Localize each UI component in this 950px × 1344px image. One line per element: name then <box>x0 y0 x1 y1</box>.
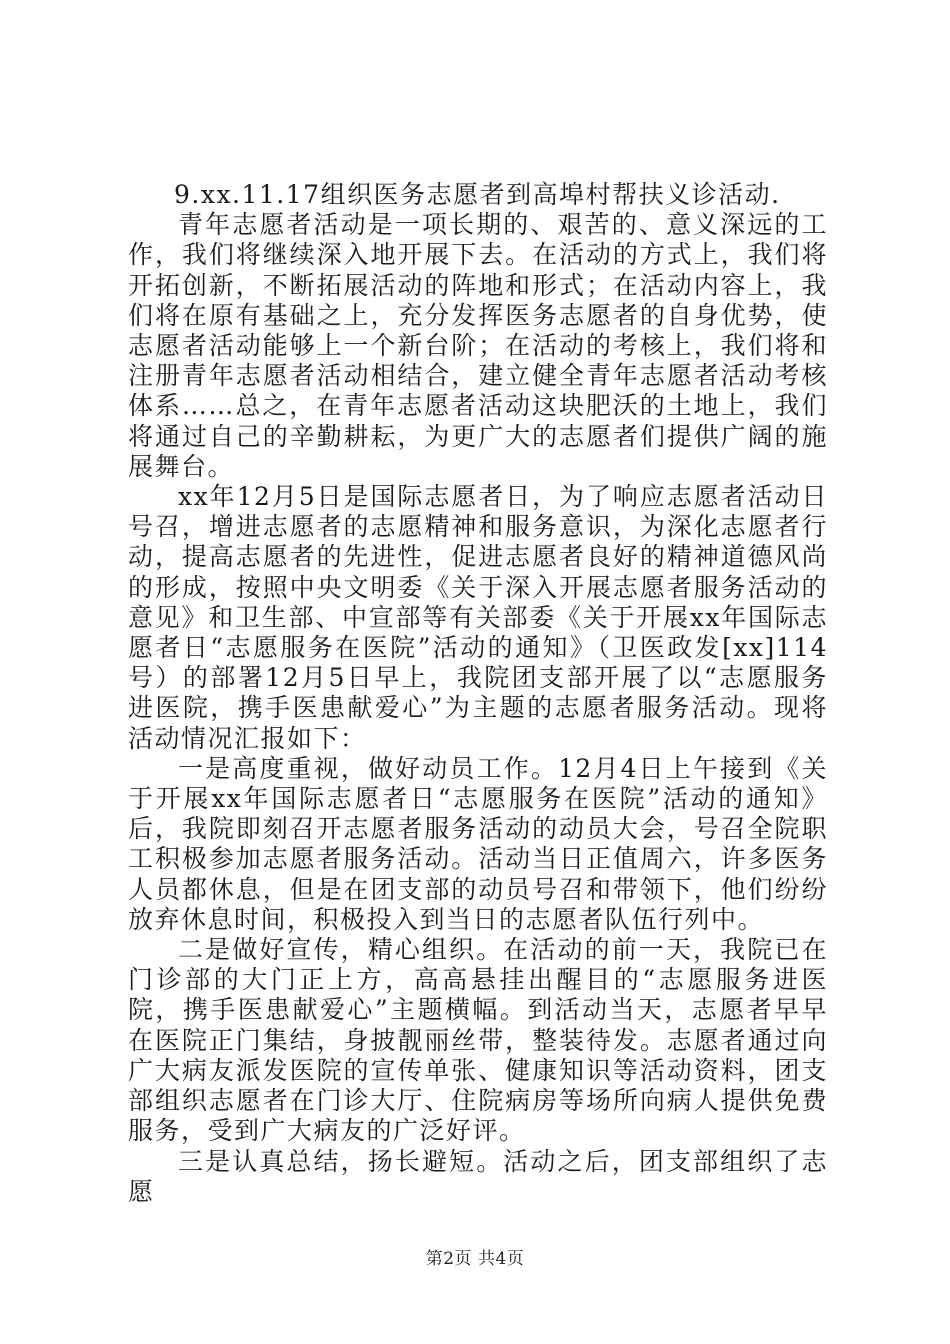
paragraph: 青年志愿者活动是一项长期的、艰苦的、意义深远的工作，我们将继续深入地开展下去。在活动的方式上，我们将开拓创新，不断拓展活动的阵地和形式；在活动内容上，我们将在原有基础之上，充分发挥医务志愿者的自身优势，使志愿者活动能够上一个新台阶；在活动的考核上，我们将和注册青年志愿者活动相结合，建立健全青年志愿者活动考核体系……总之，在青年志愿者活动这块肥沃的土地上，我们将通过自己的辛勤耕耘，为更广大的志愿者们提供广阔的施展舞台。 <box>128 210 828 481</box>
paragraph: 9.xx.11.17组织医务志愿者到高埠村帮扶义诊活动. <box>174 180 781 209</box>
paragraph: xx年12月5日是国际志愿者日，为了响应志愿者活动日号召，增进志愿者的志愿精神和服务意识，为深化志愿者行动，提高志愿者的先进性，促进志愿者良好的精神道德风尚的形成，按照中央文明委《关于深入开展志愿者服务活动的意见》和卫生部、中宣部等有关部委《关于开展xx年国际志愿者日“志愿服务在医院”活动的通知》（卫医政发[xx]114号）的部署12月5日早上，我院团支部开展了以“志愿服务进医院，携手医患献爱心”为主题的志愿者服务活动。现将活动情况汇报如下： <box>128 482 828 753</box>
document-body <box>128 180 828 1207</box>
paragraph: 三是认真总结，扬长避短。活动之后，团支部组织了志愿 <box>128 1146 828 1206</box>
paragraph: 一是高度重视，做好动员工作。12月4日上午接到《关于开展xx年国际志愿者日“志愿服务在医院”活动的通知》后，我院即刻召开志愿者服务活动的动员大会，号召全院职工积极参加志愿者服务活动。活动当日正值周六，许多医务人员都休息，但是在团支部的动员号召和带领下，他们纷纷放弃休息时间，积极投入到当日的志愿者队伍行列中。 <box>128 753 828 934</box>
page-footer: 第2页 共4页 <box>425 1249 525 1269</box>
paragraph: 二是做好宣传，精心组织。在活动的前一天，我院已在门诊部的大门正上方，高高悬挂出醒目的“志愿服务进医院，携手医患献爱心”主题横幅。到活动当天，志愿者早早在医院正门集结，身披靓丽丝带，整装待发。志愿者通过向广大病友派发医院的宣传单张、健康知识等活动资料，团支部组织志愿者在门诊大厅、住院病房等场所向病人提供免费服务，受到广大病友的广泛好评。 <box>128 935 828 1146</box>
